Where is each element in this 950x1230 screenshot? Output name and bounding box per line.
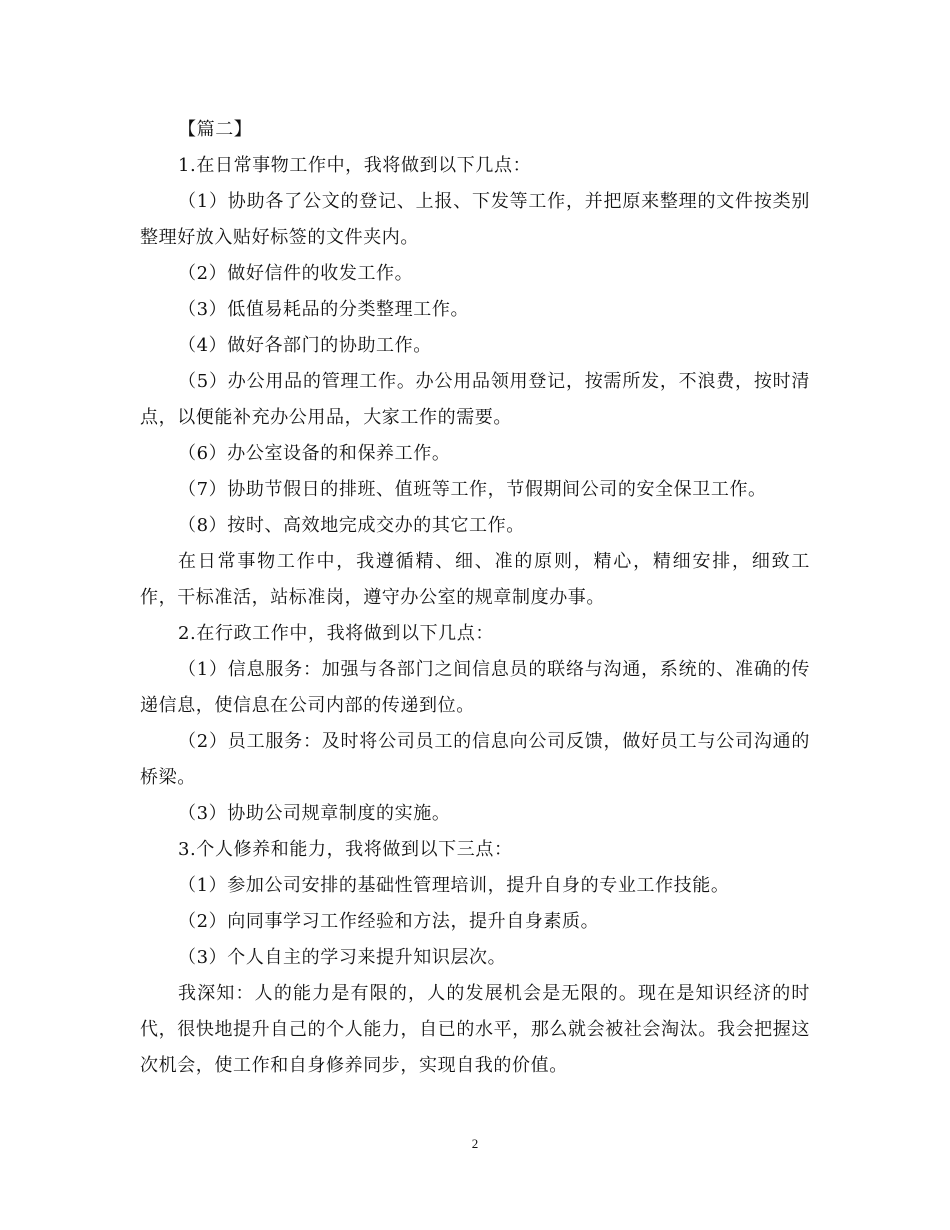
list-item: （7）协助节假日的排班、值班等工作，节假期间公司的安全保卫工作。	[178, 479, 767, 500]
body-paragraph: 在日常事物工作中，我遵循精、细、准的原则，精心，精细安排，细致工作，干标准活，站标准岗，遵守办公室的规章制度办事。	[140, 551, 810, 608]
list-item: （2）做好信件的收发工作。	[178, 263, 414, 284]
list-item: （5）办公用品的管理工作。办公用品领用登记，按需所发，不浪费，按时清点，以便能补充办公用品，大家工作的需要。	[140, 371, 810, 428]
list-item: （2）员工服务：及时将公司员工的信息向公司反馈，做好员工与公司沟通的桥梁。	[140, 731, 810, 788]
list-item: （8）按时、高效地完成交办的其它工作。	[178, 515, 525, 536]
page-number: 2	[471, 1136, 479, 1151]
numbered-heading-3: 3.个人修养和能力，我将做到以下三点：	[178, 839, 513, 860]
numbered-heading-2: 2.在行政工作中，我将做到以下几点：	[178, 623, 494, 644]
list-item: （4）做好各部门的协助工作。	[178, 335, 432, 356]
list-item: （1）信息服务：加强与各部门之间信息员的联络与沟通，系统的、准确的传递信息，使信息在公司内部的传递到位。	[140, 659, 810, 716]
list-item: （1）参加公司安排的基础性管理培训，提升自身的专业工作技能。	[178, 875, 730, 896]
section-heading: 【篇二】	[178, 119, 253, 140]
list-item: （3）个人自主的学习来提升知识层次。	[178, 947, 507, 968]
closing-paragraph: 我深知：人的能力是有限的，人的发展机会是无限的。现在是知识经济的时代，很快地提升自己的个人能力，自已的水平，那么就会被社会淘汰。我会把握这次机会，使工作和自身修养同步，实现自我的价值。	[140, 983, 810, 1076]
numbered-heading-1: 1.在日常事物工作中，我将做到以下几点：	[178, 155, 532, 176]
list-item: （6）办公室设备的和保养工作。	[178, 443, 451, 464]
list-item: （2）向同事学习工作经验和方法，提升自身素质。	[178, 911, 600, 932]
list-item: （3）低值易耗品的分类整理工作。	[178, 299, 470, 320]
list-item: （3）协助公司规章制度的实施。	[178, 803, 451, 824]
document-body	[140, 112, 810, 1084]
list-item: （1）协助各了公文的登记、上报、下发等工作，并把原来整理的文件按类别整理好放入贴好标签的文件夹内。	[140, 191, 810, 248]
